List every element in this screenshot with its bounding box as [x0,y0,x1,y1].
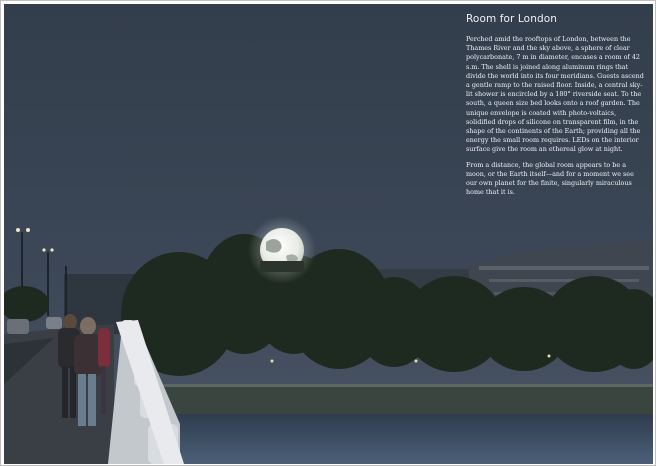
pedestrians [58,314,110,426]
globe-room [248,216,316,284]
body-paragraph-1: Perched amid the rooftops of London, between the Thames River and the sky above, a sphere of clear polycarbonate, 7 m in diameter, encases a room of 42 s.m. The shell is joined along aluminum rings that divide the world into its four meridians. Guests ascend a gentle ramp to the raised floor. Inside, a central sky-lit shower is encircled by a 180° riverside seat. To the south, a queen size bed looks onto a roof garden. The unique envelope is coated with photo-voltaics, solidified drops of silicone on transparent film, in the shape of the continents of the Earth; providing all the energy the small room requires. LEDs on the interior surface give the room an ethereal glow at night. [466,35,644,154]
page-title: Room for London [466,13,558,25]
body-paragraph-2: From a distance, the global room appears to be a moon, or the Earth itself—and for a moment we see our own planet for the finite, singularly miraculous home that it is. [466,160,634,197]
article-text [466,13,644,203]
